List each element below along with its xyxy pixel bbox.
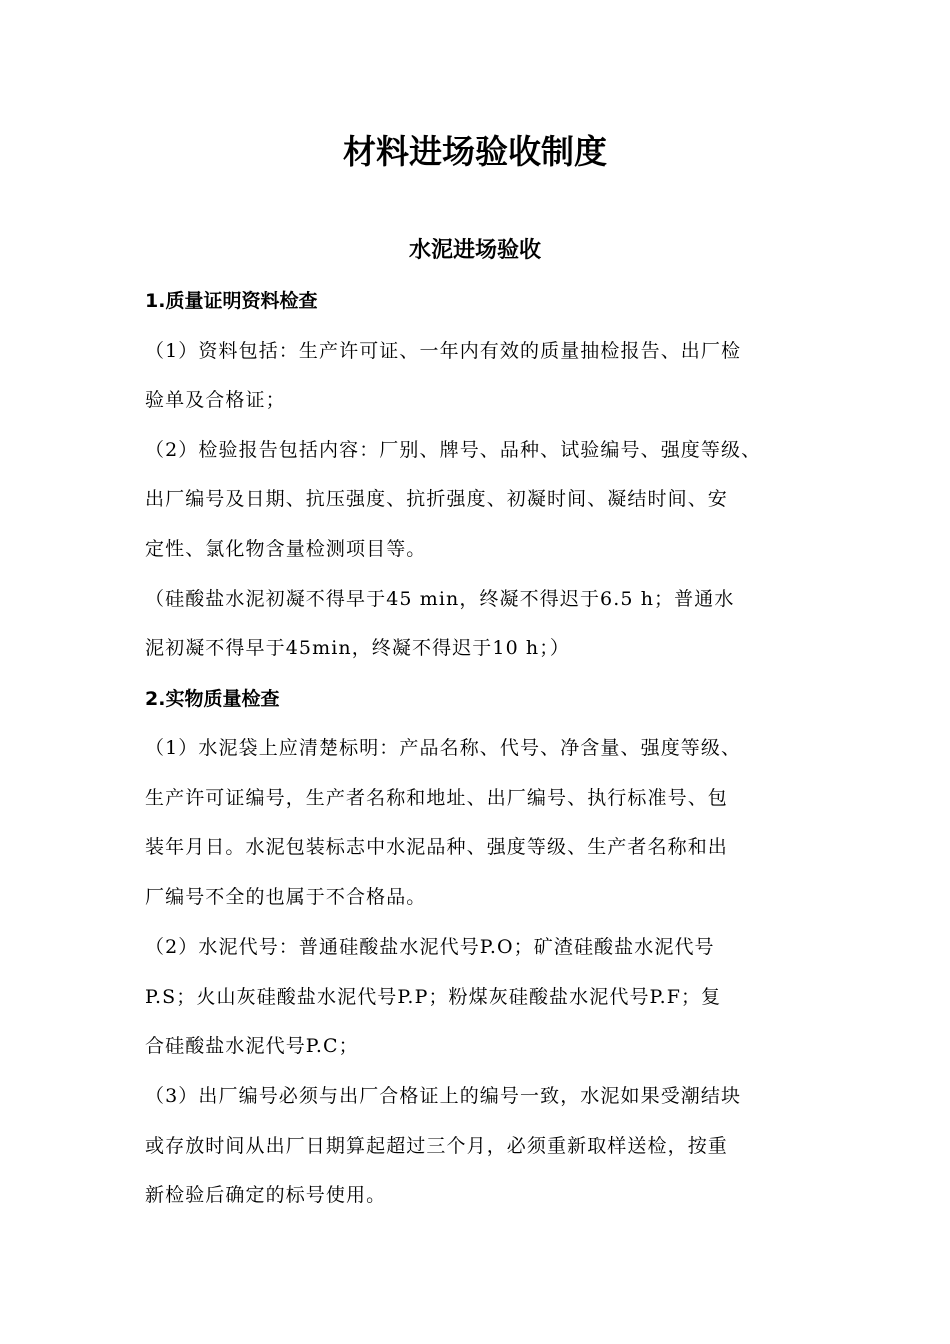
paragraph-line: 出厂编号及日期、抗压强度、抗折强度、初凝时间、凝结时间、安: [145, 488, 728, 510]
paragraph-line: （3）出厂编号必须与出厂合格证上的编号一致，水泥如果受潮结块: [145, 1085, 742, 1107]
paragraph-line: 定性、氯化物含量检测项目等。: [145, 538, 427, 560]
paragraph-line: （2）水泥代号：普通硅酸盐水泥代号P.O；矿渣硅酸盐水泥代号: [145, 936, 715, 958]
heading-quality-documents: 1.质量证明资料检查: [145, 290, 318, 312]
paragraph-line: 新检验后确定的标号使用。: [145, 1184, 387, 1206]
paragraph-line: （1）资料包括：生产许可证、一年内有效的质量抽检报告、出厂检: [145, 340, 742, 362]
paragraph-line: 泥初凝不得早于45min，终凝不得迟于10 h；）: [145, 637, 570, 659]
paragraph-line: （1）水泥袋上应清楚标明：产品名称、代号、净含量、强度等级、: [145, 737, 742, 759]
paragraph-line: （硅酸盐水泥初凝不得早于45 min，终凝不得迟于6.5 h；普通水: [145, 588, 735, 610]
paragraph-line: 厂编号不全的也属于不合格品。: [145, 886, 427, 908]
document-title: 材料进场验收制度: [343, 132, 607, 171]
section-title: 水泥进场验收: [408, 238, 541, 263]
paragraph-line: 或存放时间从出厂日期算起超过三个月，必须重新取样送检，按重: [145, 1135, 728, 1157]
paragraph-line: 装年月日。水泥包装标志中水泥品种、强度等级、生产者名称和出: [145, 836, 728, 858]
paragraph-line: 验单及合格证；: [145, 389, 286, 411]
heading-physical-quality: 2.实物质量检查: [145, 688, 280, 710]
paragraph-line: P.S；火山灰硅酸盐水泥代号P.P；粉煤灰硅酸盐水泥代号P.F；复: [145, 986, 722, 1008]
paragraph-line: （2）检验报告包括内容：厂别、牌号、品种、试验编号、强度等级、: [145, 439, 762, 461]
paragraph-line: 生产许可证编号，生产者名称和地址、出厂编号、执行标准号、包: [145, 787, 728, 809]
paragraph-line: 合硅酸盐水泥代号P.C；: [145, 1035, 359, 1057]
